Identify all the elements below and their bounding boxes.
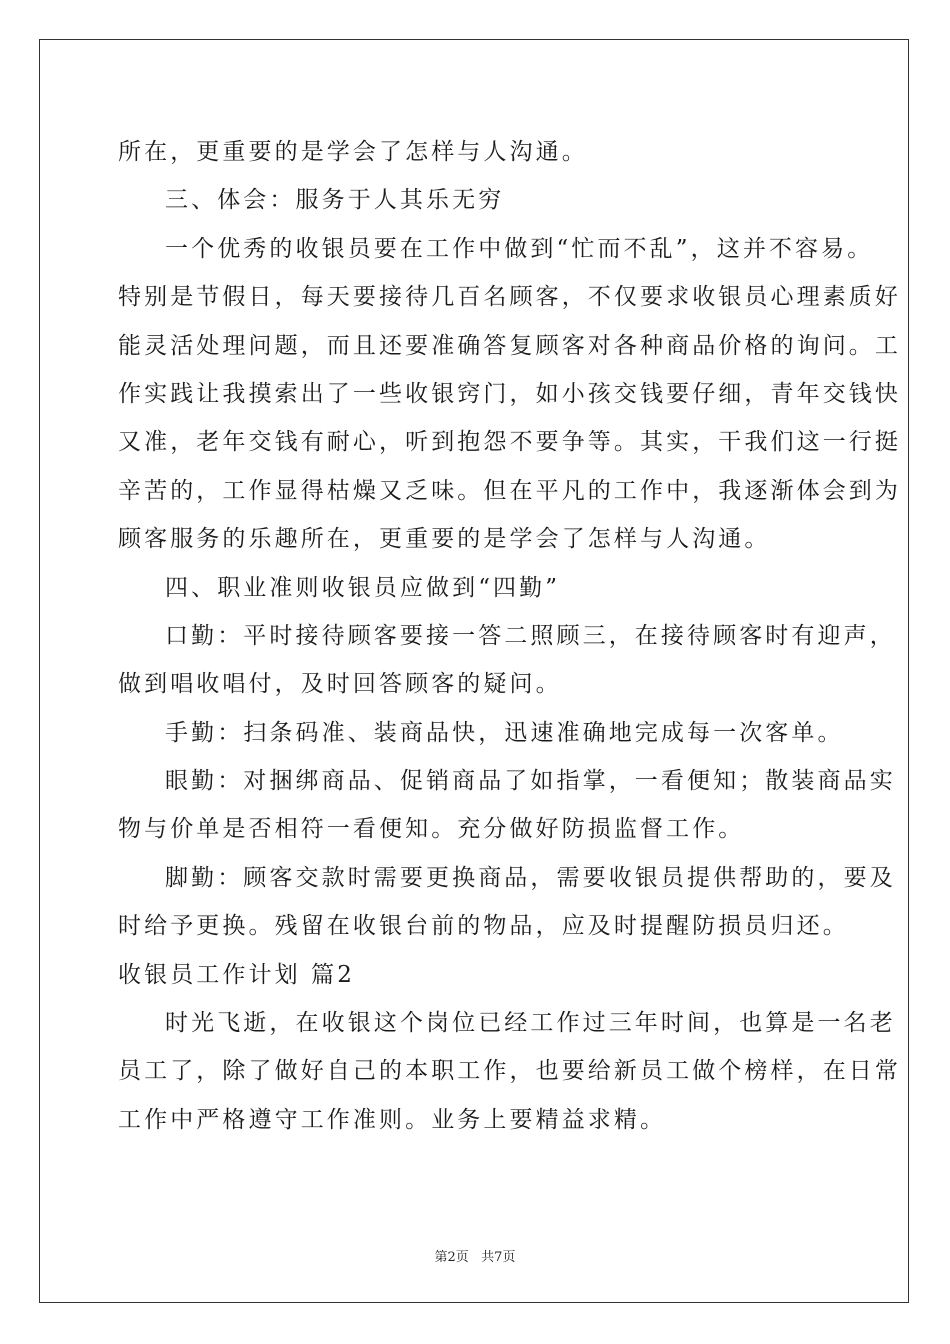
text-line: 又准，老年交钱有耐心，听到抱怨不要争等。其实，干我们这一行挺 <box>118 429 901 456</box>
text-line: 一个优秀的收银员要在工作中做到“忙而不乱”，这并不容易。 <box>165 235 874 262</box>
text-line: 时给予更换。残留在收银台前的物品，应及时提醒防损员归还。 <box>118 913 849 940</box>
text-line: 物与价单是否相符一看便知。充分做好防损监督工作。 <box>118 816 745 843</box>
page-number-footer: 第2页 共7页 <box>434 1250 516 1265</box>
text-line: 作实践让我摸索出了一些收银窍门，如小孩交钱要仔细，青年交钱快 <box>118 380 901 407</box>
text-line: 员工了，除了做好自己的本职工作，也要给新员工做个榜样，在日常 <box>118 1058 901 1085</box>
document-body <box>118 128 901 1144</box>
text-line: 所在，更重要的是学会了怎样与人沟通。 <box>118 139 588 165</box>
text-line: 时光飞逝，在收银这个岗位已经工作过三年时间，也算是一名老 <box>165 1010 896 1037</box>
text-line: 三、体会：服务于人其乐无穷 <box>165 187 505 214</box>
text-line: 眼勤：对捆绑商品、促销商品了如指掌，一看便知；散装商品实 <box>165 768 896 795</box>
text-line: 手勤：扫条码准、装商品快，迅速准确地完成每一次客单。 <box>165 719 844 746</box>
text-line: 辛苦的，工作显得枯燥又乏味。但在平凡的工作中，我逐渐体会到为 <box>118 477 901 504</box>
text-line: 工作中严格遵守工作准则。业务上要精益求精。 <box>118 1106 667 1133</box>
text-line: 脚勤：顾客交款时需要更换商品，需要收银员提供帮助的，要及 <box>165 864 896 891</box>
text-line: 收银员工作计划 篇2 <box>118 961 355 988</box>
text-line: 特别是节假日，每天要接待几百名顾客，不仅要求收银员心理素质好 <box>118 284 901 311</box>
text-line: 四、职业准则收银员应做到“四勤” <box>165 574 561 601</box>
text-line: 顾客服务的乐趣所在，更重要的是学会了怎样与人沟通。 <box>118 526 771 553</box>
text-line: 做到唱收唱付，及时回答顾客的疑问。 <box>118 671 562 698</box>
text-line: 口勤：平时接待顾客要接一答二照顾三，在接待顾客时有迎声， <box>165 622 896 649</box>
text-line: 能灵活处理问题，而且还要准确答复顾客对各种商品价格的询问。工 <box>118 332 901 359</box>
